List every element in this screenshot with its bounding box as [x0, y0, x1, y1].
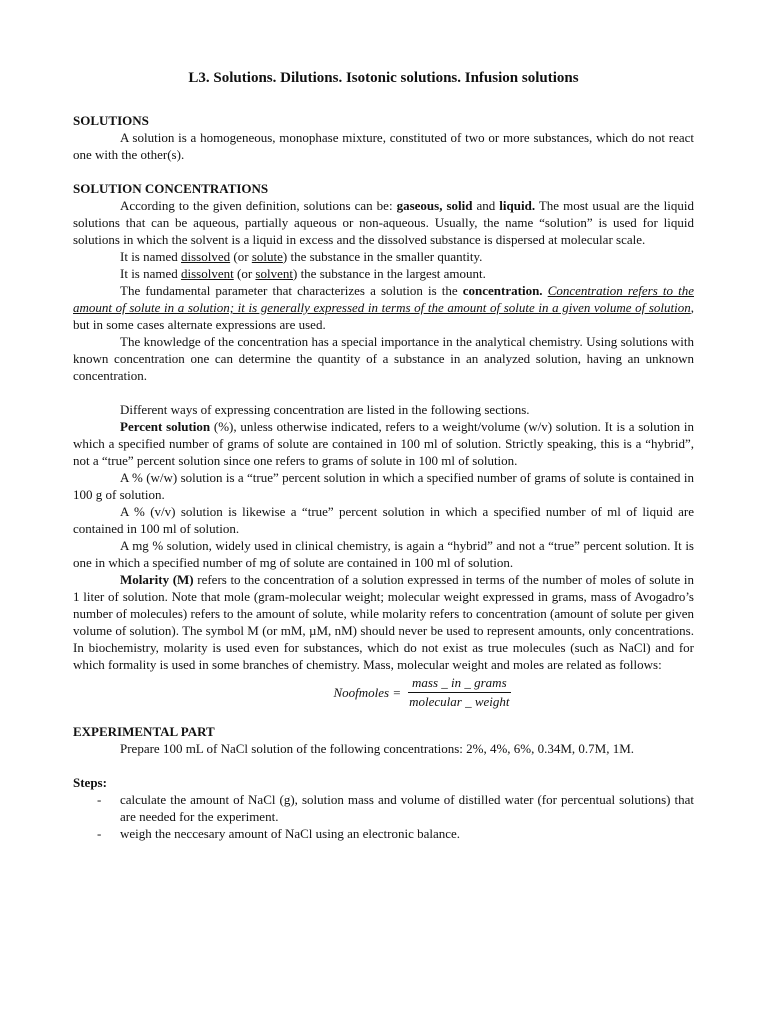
paragraph: According to the given definition, solutions can be: gaseous, solid and liquid. The most usual are the liquid solutions that can be aqueous, partially aqueous or non-aqueous. Usually, the name “solution” is used for liquid solutions in which the solvent is a liquid in excess and the dissolved substance is dispersed at molecular scale.: [73, 198, 694, 247]
paragraph: The knowledge of the concentration has a special importance in the analytical chemistry. Using solutions with known concentration one can determine the quantity of a substance in an analyzed solution, having an unknown concentration.: [73, 334, 694, 383]
list-item: - calculate the amount of NaCl (g), solution mass and volume of distilled water (for percentual solutions) that are needed for the experiment.: [97, 792, 694, 824]
paragraph: A mg % solution, widely used in clinical chemistry, is again a “hybrid” and not a “true” percent solution. It is one in which a specified number of mg of solute are contained in 100 ml of solution.: [73, 538, 694, 570]
list-item: - weigh the neccesary amount of NaCl using an electronic balance.: [97, 826, 461, 841]
steps-list: [73, 791, 694, 842]
section-heading-concentrations: SOLUTION CONCENTRATIONS: [73, 181, 269, 196]
paragraph: A solution is a homogeneous, monophase mixture, constituted of two or more substances, which do not react one with the other(s).: [73, 130, 694, 162]
paragraph: The fundamental parameter that characterizes a solution is the concentration. Concentration refers to the amount of solute in a solution; it is generally expressed in terms of the amount of solute in a given volume of solution, but in some cases alternate expressions are used.: [73, 283, 694, 332]
formula-denominator: molecular _ weight: [409, 694, 510, 709]
formula-lhs: Noofmoles =: [333, 685, 402, 700]
moles-formula: [153, 675, 694, 710]
paragraph: Different ways of expressing concentration are listed in the following sections.: [120, 402, 530, 417]
section-heading-experimental: EXPERIMENTAL PART: [73, 724, 215, 739]
document-page: [73, 68, 694, 842]
paragraph: It is named dissolved (or solute) the substance in the smaller quantity.: [120, 249, 483, 264]
formula-fraction: [405, 675, 513, 710]
paragraph: A % (w/w) solution is a “true” percent solution in which a specified number of grams of solute is contained in 100 g of solution.: [73, 470, 694, 502]
document-title: L3. Solutions. Dilutions. Isotonic solutions. Infusion solutions: [188, 70, 579, 86]
paragraph: Percent solution (%), unless otherwise indicated, refers to a weight/volume (w/v) solution. It is a solution in which a specified number of grams of solute are contained in 100 ml of solution. Strictly speaking, this is a “hybrid”, not a “true” percent solution since one refers to grams of solute in 100 ml of solution.: [73, 419, 694, 468]
paragraph: Molarity (M) refers to the concentration of a solution expressed in terms of the number of moles of solute in 1 liter of solution. Note that mole (gram-molecular weight; molecular weight expressed in grams, mass of Avogadro’s number of molecules) refers to the amount of solute, while molarity refers to concentration (amount of solute per given volume of solution). The symbol M (or mM, µM, nM) should never be used to represent amounts, only concentrations. In biochemistry, molarity is used even for substances, which do not exist as true molecules (such as NaCl) and for which formality is used in some branches of chemistry. Mass, molecular weight and moles are related as follows:: [73, 572, 694, 672]
steps-heading: Steps:: [73, 775, 107, 790]
paragraph: Prepare 100 mL of NaCl solution of the following concentrations: 2%, 4%, 6%, 0.34M, 0.7M, 1M.: [120, 741, 635, 756]
section-heading-solutions: SOLUTIONS: [73, 113, 149, 128]
formula-numerator: mass _ in _ grams: [408, 675, 511, 693]
paragraph: A % (v/v) solution is likewise a “true” percent solution in which a specified number of ml of liquid are contained in 100 ml of solution.: [73, 504, 694, 536]
paragraph: It is named dissolvent (or solvent) the substance in the largest amount.: [120, 266, 486, 281]
